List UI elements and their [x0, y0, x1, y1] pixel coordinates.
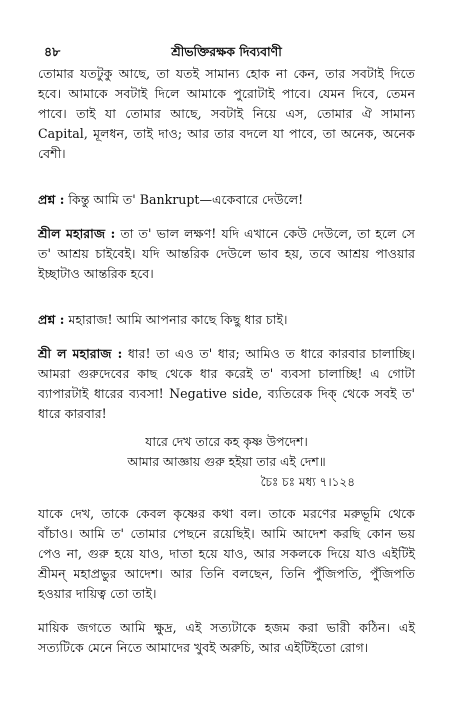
page-header	[38, 42, 415, 64]
question-label: প্রশ্ন :	[38, 192, 65, 207]
question-2	[38, 310, 415, 330]
answer-text: তা ত' ভাল লক্ষণ! যদি এখানে কেউ দেউলে, তা হলে সে ত' আশ্রয় চাইবেই। যদি আন্তরিক দেউলে ভাব হয়, তবে আশ্রয় পাওয়ার ইচ্ছাটাও আন্তরিক হবে।	[38, 226, 415, 281]
verse-reference: চৈঃ চঃ মধ্য ৭।১২৪	[260, 475, 355, 489]
verse-line-2: আমার আজ্ঞায় গুরু হইয়া তার এই দেশ॥	[127, 454, 326, 469]
paragraph-intro: তোমার যতটুকু আছে, তা যতই সামান্য হোক না কেন, তার সবটাই দিতে হবে। আমাকে সবটাই দিলে আমাকে পুরোটাই পাবে। যেমন দিবে, তেমন পাবে। তাই যা তোমার আছে, সবটাই নিয়ে এস, তোমার ঐ সামান্য Capital, মূলধন, তাই দাও; আর তার বদলে যা পাবে, তা অনেক, অনেক বেশী।	[38, 66, 415, 161]
answer-1	[38, 224, 415, 284]
answer-2	[38, 344, 415, 424]
answer-text: ধার! তা এও ত' ধার; আমিও ত ধারে কারবার চালাচ্ছি। আমরা গুরুদেবের কাছ থেকে ধার করেই ত' ব্যবসা চালাচ্ছি! এ গোটা ব্যাপারটাই ধারের ব্যবসা! Negative side, ব্যতিরেক দিক্ থেকে সবই ত' ধারে কারবার!	[38, 346, 415, 421]
running-title: শ্রীভক্তিরক্ষক দিব্যবাণী	[171, 44, 282, 59]
question-text: কিন্তু আমি ত' Bankrupt—একেবারে দেউলে!	[68, 192, 304, 207]
paragraph-final-1: যাকে দেখ, তাকে কেবল কৃষ্ণের কথা বল। তাকে মরণের মরুভূমি থেকে বাঁচাও। আমি ত' তোমার পেছনে রয়েছিই। আমি আদেশ করছি কোন ভয় পেও না, গুরু হয়ে যাও, দাতা হয়ে যাও, আর সকলকে দিয়ে যাও এইটিই শ্রীমন্ মহাপ্রভুর আদেশ। আর তিনি বলছেন, তিনি পুঁজিপতি, পুঁজিপতি হওয়ার দায়িত্ব তো তাই।	[38, 506, 415, 601]
question-text: মহারাজ! আমি আপনার কাছে কিছু ধার চাই।	[68, 312, 288, 327]
question-1	[38, 190, 415, 210]
speaker-label: শ্রীল মহারাজ :	[38, 226, 116, 241]
verse-block	[38, 432, 415, 492]
speaker-label: শ্রী ল মহারাজ :	[38, 346, 123, 361]
verse-line-1: যারে দেখ তারে কহ কৃষ্ণ উপদেশ।	[145, 434, 308, 449]
page-number: ৪৮	[44, 44, 61, 59]
question-label: প্রশ্ন :	[38, 312, 65, 327]
paragraph-final-2: মায়িক জগতে আমি ক্ষুদ্র, এই সত্যটাকে হজম করা ভারী কঠিন। এই সত্যটিকে মেনে নিতে আমাদের খুবই অরুচি, আর এইটিইতো রোগ।	[38, 620, 415, 655]
